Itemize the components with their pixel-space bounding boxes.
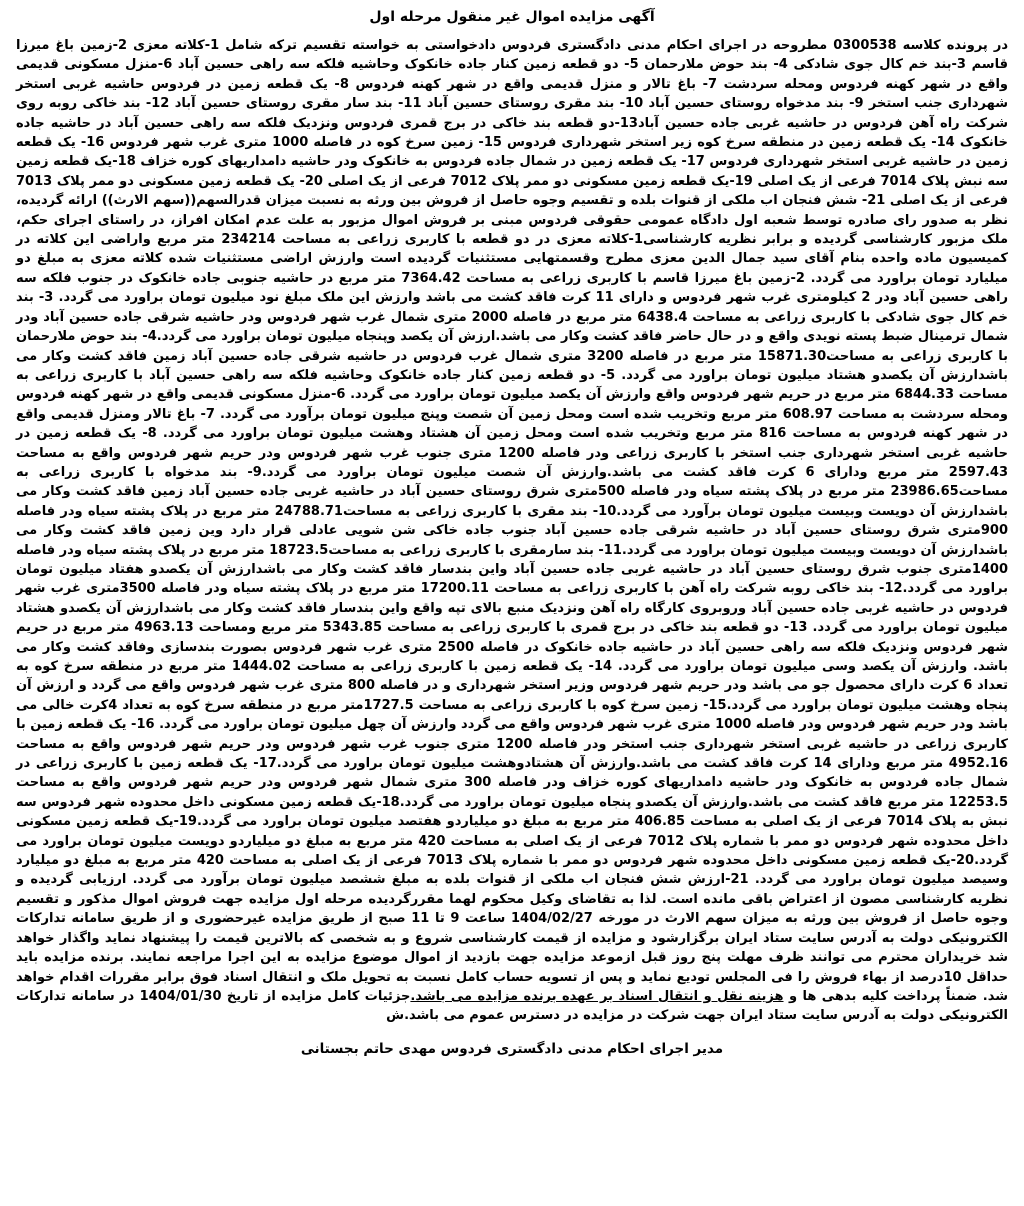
notice-body-main: در پرونده کلاسه 0300538 مطروحه در اجرای احکام مدنی دادگستری فردوس دادخواستی به خواسته تقسیم ترکه شامل 1-کلاته معزی 2-زمین باغ میرزا قاسم 3-بند خم کال جوی شادکی 4- بند حوض ملارحمان 5- دو قطعه زمین کنار جاده خانکوک وحاشیه فلکه سه راهی حسین آباد 6-منزل مسکونی قدیمی واقع در شهر کهنه فردوس ومحله سردشت 7- باغ تالار و منزل قدیمی واقع در شهر کهنه فردوس 8- یک قطعه زمین در فردوس حاشیه غربی استخر شهرداری جنب استخر 9- بند مدخواه روستای حسین آباد 10- بند مقری روستای حسین آباد 11- بند سار مقری روستای حسین آباد 12- بند خاکی روبه روی شرکت راه آهن فردوس در حاشیه غربی جاده حسین آباد13-دو قطعه بند خاکی در برج قمری فردوس ونزدیک فلکه سه راهی حسین آباد در حاشیه جاده خانکوک 14- یک قطعه زمین در منطقه سرخ کوه زیر استخر شهرداری فردوس 15- زمین سرخ کوه در فاصله 1000 متری غرب شهر فردوس 16- یک قطعه زمین در حاشیه غربی استخر شهرداری فردوس 17- یک قطعه زمین در شمال جاده فردوس به خانکوک ودر حاشیه دامداریهای کوره خزاف 18-یک قطعه زمین سه نبش پلاک 7014 فرعی از یک اصلی 19-یک قطعه زمین مسکونی دو ممر پلاک 7012 فرعی از یک اصلی 20- یک قطعه زمین مسکونی دو ممر پلاک 7013 فرعی از یک اصلی 21- شش فنجان اب ملکی از قنوات بلده و تقسیم وجوه حاصل از فروش بین ورثه به نسبت میزان قدرالسهم((سهم الارث)) ارائه گردیده، نظر به صدور رای صادره توسط شعبه اول دادگاه عمومی حقوقی فردوس مبنی بر فروش اموال مزبور به علت عدم امکان افراز، در راستای اجرای حکم، ملک مزبور کارشناسی گردیده و برابر نظریه کارشناسی1-کلاته معزی در دو قطعه با کاربری زراعی به مساحت 234214 متر مربع واراضی این کلاته در کمیسیون ماده واحده بنام آقای سید جمال الدین معزی مطرح وقسمتهایی مستثنیات گردیده است وارزش اراضی مستثنیات شده کلاته معزی به مبلغ دو میلیارد تومان براورد می گردد. 2-زمین باغ میرزا قاسم با کاربری زراعی به مساحت 7364.42 متر مربع در حاشیه جنوبی جاده خانکوک در جنوب فلکه سه راهی حسین آباد ودر 2 کیلومتری غرب شهر فردوس و دارای 11 کرت فاقد کشت می باشد وارزش این ملک مبلغ نود میلیون تومان براورد می گردد. 3- بند خم کال جوی شادکی با کاربری زراعی به مساحت 6438.4 متر مربع در فاصله 2000 متری شمال غرب شهر فردوس ودر حاشیه شرقی جاده حسین آباد ودر شمال ترمینال ضبط پسته نویدی واقع و در حال حاضر فاقد کشت وکار می باشد.ارزش آن یکصد وپنجاه میلیون تومان براورد می گردد.4- بند حوض ملارحمان با کاربری زراعی به مساحت15871.30 متر مربع در فاصله 3200 متری شمال غرب فردوس در حاشیه شرقی جاده حسین آباد زمین فاقد کشت وکار می باشدارزش آن یکصدو هشتاد میلیون تومان براورد می گردد. 5- دو قطعه زمین کنار جاده خانکوک وحاشیه فلکه سه راهی حسین آباد با کاربری زراعی به مساحت 6844.33 متر مربع در حریم شهر فردوس واقع وارزش آن یکصد میلیون تومان براورد می گردد. 6-منزل مسکونی قدیمی واقع در شهر کهنه فردوس ومحله سردشت به مساحت 608.97 متر مربع وتخریب شده است ومحل زمین آن شصت وپنج میلیون تومان برآورد می گردد. 7- باغ تالار ومنزل قدیمی واقع در شهر کهنه فردوس به مساحت 816 متر مربع وتخریب شده است ومحل زمین آن هشتاد وهشت میلیون تومان براورد می گردد. 8- یک قطعه زمین در حاشیه غربی استخر شهرداری جنب استخر با کاربری زراعی ودر فاصله 1200 متری جنوب غرب شهر فردوس ودر حریم شهر فردوس واقع به مساحت 2597.43 متر مربع ودارای 6 کرت فاقد کشت می باشد.وارزش آن شصت میلیون تومان براورد می گردد.9- بند مدخواه با کاربری زراعی به مساحت23986.65 متر مربع در پلاک پشته سیاه ودر فاصله 500متری شرق روستای حسین آباد در حاشیه غربی جاده حسین آباد زمین فاقد کشت وکار می باشدارزش آن دویست وبیست میلیون تومان برآورد می گردد.10- بند مقری با کاربری زراعی به مساحت24788.71 متر مربع در پلاک پشته سیاه ودر فاصله 900متری شرق روستای حسین آباد در حاشیه شرقی جاده حسین آباد جنوب جاده خاکی شن شویی عادلی قرار دارد وین زمین فاقد کشت وکار می باشدارزش آن دویست وبیست میلیون تومان براورد می گردد.11- بند سارمقری با کاربری زراعی به مساحت18723.5 متر مربع در پلاک پشته سیاه ودر فاصله 1400متری جنوب شرق روستای حسین آباد در حاشیه غربی جاده حسین آباد واین بندسار فاقد کشت وکار می باشدارزش آن یکصدو هفتاد میلیون تومان براورد می گردد.12- بند خاکی روبه شرکت راه آهن با کاربری زراعی به مساحت 17200.11 متر مربع در پلاک پشته سیاه ودر فاصله 3500متری غرب شهر فردوس در حاشیه غربی جاده حسین آباد وروبروی کارگاه راه آهن ونزدیک منبع بالای تپه واقع واین بندسار فاقد کشت وکار می باشدارزش آن یکصدو هشتاد میلیون تومان براورد می گردد. 13- دو قطعه بند خاکی در برج قمری با کاربری زراعی به مساحت 5343.85 متر مربع ومساحت 4963.13 متر مربع در حریم شهر فردوس ونزدیک فلکه سه راهی حسین آباد در حاشیه جاده خانکوک در فاصله 2500 متری غرب شهر فردوس بصورت بندسازی وفاقد کشت وکار می باشد. وارزش آن یکصد وسی میلیون تومان براورد می گردد. 14- یک قطعه زمین با کاربری زراعی به مساحت 1444.02 متر مربع در منطقه سرخ کوه به تعداد 6 کرت دارای محصول جو می باشد ودر حریم شهر فردوس وزیر استخر شهرداری و در فاصله 800 متری غرب شهر فردوس واقع می گردد و ارزش آن پنجاه وهشت میلیون تومان براورد می گردد.15- زمین سرخ کوه با کاربری زراعی به مساحت 1727.5متر مربع در منطقه سرخ کوه به تعداد 4کرت خالی می باشد ودر حریم شهر فردوس ودر فاصله 1000 متری غرب شهر فردوس واقع می گردد وارزش آن چهل میلیون تومان براورد می گردد. 16- یک قطعه زمین با کاربری زراعی در حاشیه غربی استخر شهرداری جنب استخر ودر فاصله 1200 متری جنوب غرب شهر فردوس ودر حریم شهر فردوس واقع به مساحت 4952.16 متر مربع ودارای 14 کرت فاقد کشت می باشد.وارزش آن هشتادوهشت میلیون تومان براورد می گردد.17- یک قطعه زمین با کاربری زراعی در شمال جاده فردوس به خانکوک ودر حاشیه دامداریهای کوره خزاف ودر فاصله 300 متری شمال شهر فردوس ودر حریم شهر فردوس واقع به مساحت 12253.5 متر مربع فاقد کشت می باشد.وارزش آن یکصدو پنجاه میلیون تومان براورد می گردد.18-یک قطعه زمین مسکونی داخل محدوده شهر فردوس سه نبش به پلاک 7014 فرعی از یک اصلی به مساحت 406.85 متر مربع به مبلغ دو میلیاردو هفتصد میلیون تومان براورد می گردد.19-یک قطعه زمین مسکونی داخل محدوده شهر فردوس دو ممر با شماره پلاک 7012 فرعی از یک اصلی به مساحت 420 متر مربع به مبلغ دو میلیاردو دویست میلیون تومان براورد می گردد.20-یک قطعه زمین مسکونی داخل محدوده شهر فردوس دو ممر با شماره پلاک 7013 فرعی از یک اصلی به مساحت 420 متر مربع به مبلغ دو میلیارد وسیصد میلیون تومان براورد می گردد. 21-ارزش شش فنجان اب ملکی از قنوات بلده به مبلغ ششصد میلیون تومان برآورد می گردد. ارزیابی گردیده و نظریه کارشناسی مصون از اعتراض باقی مانده است. لذا به تقاضای وکیل محکوم لهما مقررگردیده مرحله اول مزایده جهت فروش اموال مذکور و تقسیم وجوه حاصل از فروش بین ورثه به میزان سهم الارث در مورخه 1404/02/27 ساعت 9 تا 11 صبح از طریق مزایده غیرحضوری و از طریق سامانه تدارکات الکترونیکی دولت به آدرس سایت ستاد ایران برگزارشود و مزایده از قیمت کارشناسی شروع و به شخصی که بالاترین قیمت را پیشنهاد نماید واگذار خواهد شد خریداران محترم می توانند ظرف مهلت پنج روز قبل ازموعد مزایده جهت بازدید از اموال موضوع مزایده به این اجرا مراجعه نمایند. برنده مزایده باید حداقل 10درصد از بهاء فروش را فی المجلس تودیع نماید و پس از تسویه حساب کامل نسبت به تحویل ملک و انتقال اسناد فوق برابر مقررات اقدام خواهد شد. ضمناً پرداخت کلیه بدهی ها و bbox=[16, 38, 1009, 1004]
notice-body bbox=[16, 36, 1008, 1026]
notice-body-underlined: هزینه نقل و انتقال اسناد بر عهده برنده مزایده می باشد. bbox=[410, 988, 784, 1004]
notice-body-ending: جزئیات کامل مزایده از تاریخ 1404/01/30 در سامانه تدارکات الکترونیکی دولت به آدرس سایت ستاد ایران جهت شرکت در مزایده در دسترس عموم می باشد.ش bbox=[16, 988, 1008, 1024]
notice-title: آگهی مزایده اموال غیر منقول مرحله اول bbox=[369, 9, 655, 25]
auction-notice bbox=[16, 6, 1008, 1060]
notice-signature: مدیر اجرای احکام مدنی دادگستری فردوس مهدی حاتم بجستانی bbox=[300, 1040, 724, 1057]
